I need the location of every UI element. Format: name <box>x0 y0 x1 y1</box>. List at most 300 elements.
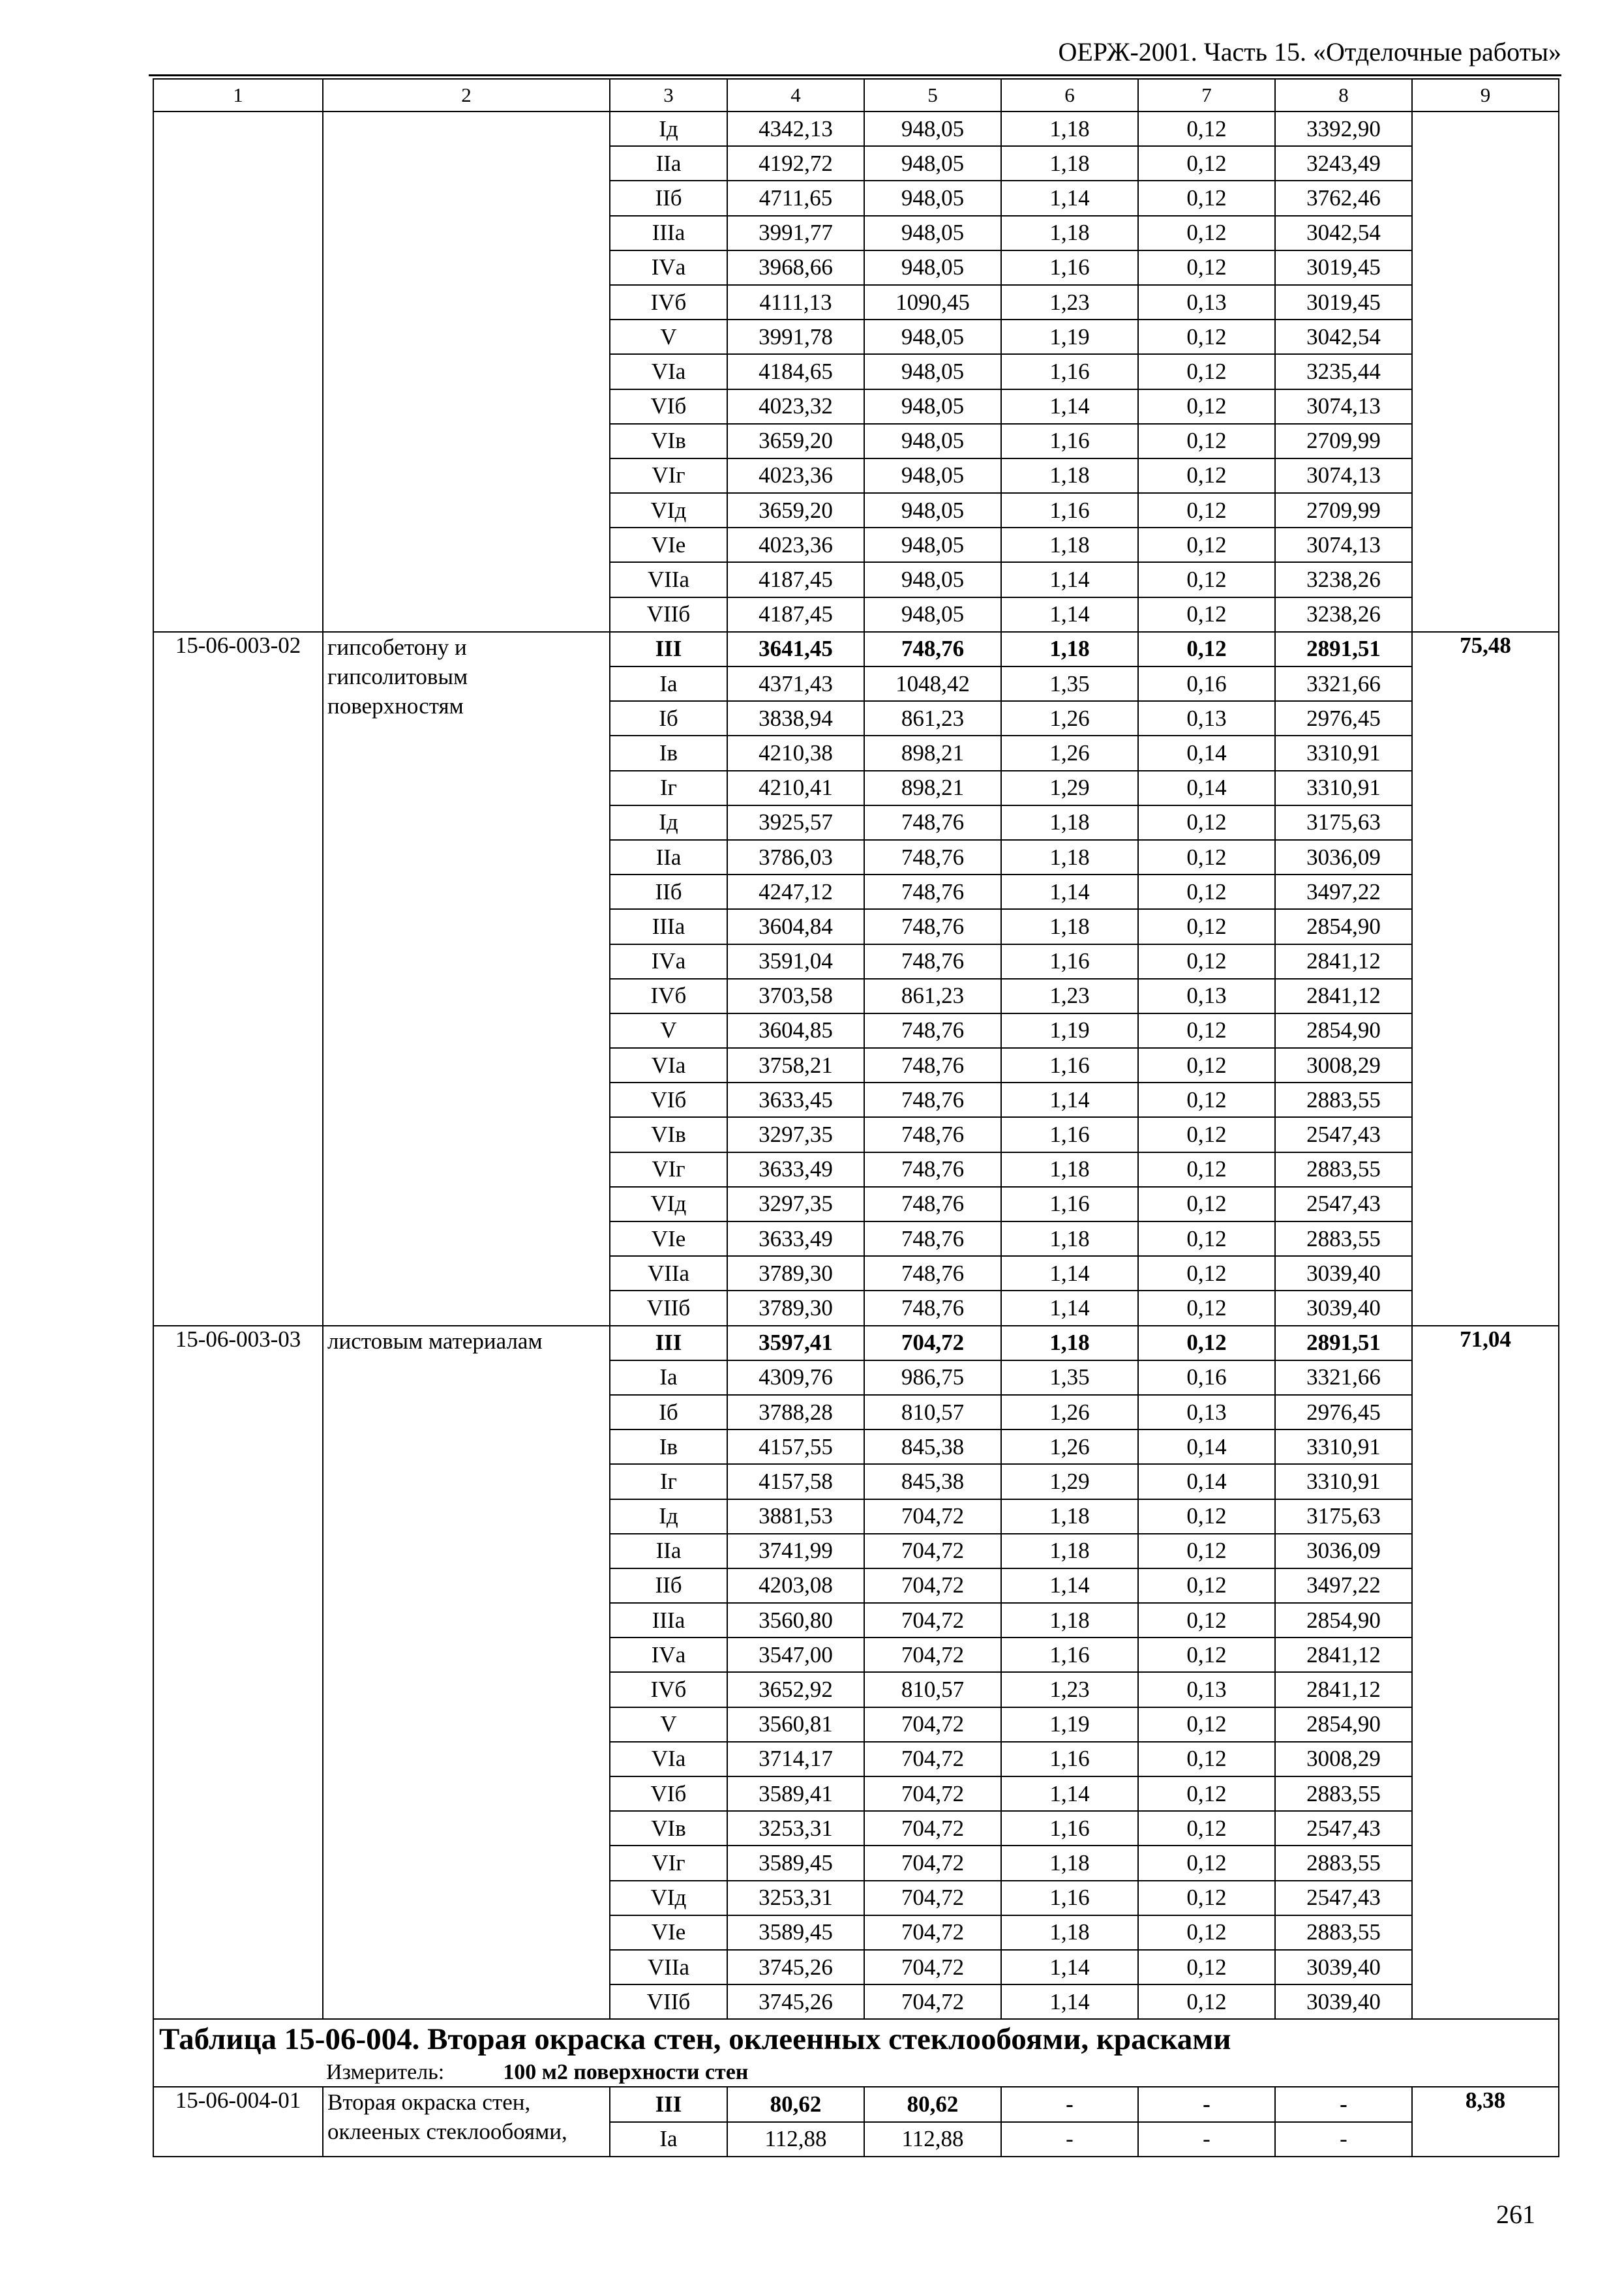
cell-col-3: Iа <box>610 1360 727 1395</box>
cell-col-7: 0,12 <box>1138 424 1275 458</box>
cell-col-7: 0,12 <box>1138 562 1275 597</box>
cell-col-7: 0,12 <box>1138 1187 1275 1221</box>
cell-col-8: 3238,26 <box>1275 562 1412 597</box>
cell-col-5: 748,76 <box>864 909 1001 944</box>
cell-col-5: 1048,42 <box>864 666 1001 701</box>
cell-col-5: 748,76 <box>864 632 1001 666</box>
cell-col-7: 0,12 <box>1138 1013 1275 1048</box>
cell-col-5: 704,72 <box>864 1984 1001 2019</box>
cell-col-4: 3591,04 <box>727 944 864 979</box>
cell-col-8: 2854,90 <box>1275 1013 1412 1048</box>
cell-col-7: 0,12 <box>1138 632 1275 666</box>
cell-col-3: VIб <box>610 389 727 424</box>
cell-col-3: Iв <box>610 1429 727 1464</box>
cell-col-3: VIе <box>610 1915 727 1950</box>
cell-col-8: 2883,55 <box>1275 1915 1412 1950</box>
cell-col-3: IVа <box>610 250 727 285</box>
cell-col-5: 704,72 <box>864 1326 1001 1360</box>
cell-col-6: 1,18 <box>1001 805 1138 840</box>
cell-col-7: 0,14 <box>1138 1429 1275 1464</box>
cell-col-3: IIа <box>610 1534 727 1568</box>
table-caption-row <box>153 2019 1559 2059</box>
cell-col-8: 3019,45 <box>1275 250 1412 285</box>
cell-col-4: 112,88 <box>727 2122 864 2157</box>
cell-col-3: IVб <box>610 979 727 1013</box>
cell-col-3: VIв <box>610 1117 727 1152</box>
cell-col-4: 4157,58 <box>727 1464 864 1499</box>
cell-col-5: 948,05 <box>864 528 1001 562</box>
cell-col-4: 3560,80 <box>727 1603 864 1638</box>
cell-col-4: 3741,99 <box>727 1534 864 1568</box>
cell-col-8: 3238,26 <box>1275 597 1412 632</box>
cell-col-3: III <box>610 632 727 666</box>
cell-col-7: 0,16 <box>1138 1360 1275 1395</box>
cell-col-3: IVа <box>610 944 727 979</box>
cell-col-5: 704,72 <box>864 1638 1001 1672</box>
cell-col-5: 748,76 <box>864 1221 1001 1256</box>
cell-col-6: 1,18 <box>1001 1534 1138 1568</box>
cell-col-4: 3789,30 <box>727 1256 864 1291</box>
cell-col-6: 1,29 <box>1001 1464 1138 1499</box>
cell-col-8: 3074,13 <box>1275 458 1412 493</box>
cell-col-6: 1,18 <box>1001 528 1138 562</box>
cell-col-6: 1,16 <box>1001 1117 1138 1152</box>
column-index-9: 9 <box>1412 79 1559 112</box>
cell-col-7: 0,12 <box>1138 528 1275 562</box>
cell-col-5: 704,72 <box>864 1568 1001 1603</box>
cell-col-7: 0,12 <box>1138 597 1275 632</box>
cell-col-8: 3039,40 <box>1275 1291 1412 1325</box>
cell-col-3: VIIа <box>610 1256 727 1291</box>
cell-col-3: VIIб <box>610 597 727 632</box>
rate-code: 15-06-003-03 <box>153 1326 323 2020</box>
cell-col-4: 4192,72 <box>727 146 864 181</box>
cell-col-4: 3652,92 <box>727 1672 864 1707</box>
cell-col-4: 3659,20 <box>727 493 864 528</box>
cell-col-4: 4023,32 <box>727 389 864 424</box>
cell-col-5: 948,05 <box>864 250 1001 285</box>
column-index-5: 5 <box>864 79 1001 112</box>
cell-col-5: 748,76 <box>864 1152 1001 1187</box>
cell-col-3: VIа <box>610 1048 727 1083</box>
cell-col-8: 2883,55 <box>1275 1776 1412 1811</box>
cell-col-3: IIа <box>610 146 727 181</box>
cell-col-3: VIв <box>610 424 727 458</box>
cell-col-4: 4184,65 <box>727 354 864 389</box>
cell-col-5: 748,76 <box>864 1117 1001 1152</box>
cell-col-4: 3253,31 <box>727 1811 864 1846</box>
cell-col-7: 0,12 <box>1138 1534 1275 1568</box>
cell-col-8: 2883,55 <box>1275 1083 1412 1117</box>
cell-col-6: 1,16 <box>1001 1638 1138 1672</box>
cell-col-5: 810,57 <box>864 1672 1001 1707</box>
cell-col-7: 0,12 <box>1138 112 1275 146</box>
cell-col-6: 1,16 <box>1001 1048 1138 1083</box>
cell-col-8: 3310,91 <box>1275 771 1412 805</box>
cell-col-6: 1,26 <box>1001 736 1138 770</box>
cell-col-8: 2709,99 <box>1275 424 1412 458</box>
cell-col-8: 3175,63 <box>1275 805 1412 840</box>
cell-col-6: 1,14 <box>1001 389 1138 424</box>
cell-col-8: 3310,91 <box>1275 1429 1412 1464</box>
cell-col-8: 3036,09 <box>1275 840 1412 875</box>
cell-col-3: IIб <box>610 181 727 215</box>
cell-col-7: 0,12 <box>1138 875 1275 909</box>
cell-col-7: 0,12 <box>1138 1811 1275 1846</box>
cell-col-3: Iд <box>610 805 727 840</box>
cell-col-4: 4342,13 <box>727 112 864 146</box>
cell-col-8: 3310,91 <box>1275 736 1412 770</box>
cell-col-6: 1,23 <box>1001 1672 1138 1707</box>
column-index-row <box>153 79 1559 112</box>
cell-col-5: 748,76 <box>864 1013 1001 1048</box>
cell-col-4: 3991,77 <box>727 216 864 250</box>
cell-col-4: 3881,53 <box>727 1499 864 1534</box>
cell-col-5: 948,05 <box>864 424 1001 458</box>
cell-col-8: 3175,63 <box>1275 1499 1412 1534</box>
cell-col-4: 3604,85 <box>727 1013 864 1048</box>
cell-col-3: III <box>610 1326 727 1360</box>
cell-col-6: 1,14 <box>1001 1984 1138 2019</box>
cell-col-5: 80,62 <box>864 2087 1001 2121</box>
cell-col-8: 2976,45 <box>1275 701 1412 736</box>
cell-col-8: - <box>1275 2122 1412 2157</box>
cell-col-6: 1,35 <box>1001 666 1138 701</box>
cell-col-8: 2976,45 <box>1275 1395 1412 1429</box>
cell-col-4: 3589,45 <box>727 1846 864 1880</box>
cell-col-6: 1,16 <box>1001 1187 1138 1221</box>
cell-col-3: IIб <box>610 1568 727 1603</box>
cell-col-6: - <box>1001 2087 1138 2121</box>
cell-col-8: 2841,12 <box>1275 944 1412 979</box>
cell-col-4: 3589,45 <box>727 1915 864 1950</box>
cell-col-7: 0,12 <box>1138 1881 1275 1915</box>
cell-col-6: 1,18 <box>1001 1326 1138 1360</box>
cell-col-3: VIб <box>610 1083 727 1117</box>
cell-col-7: - <box>1138 2122 1275 2157</box>
cell-col-8: 2709,99 <box>1275 493 1412 528</box>
cell-col-5: 1090,45 <box>864 285 1001 320</box>
cell-col-4: 3789,30 <box>727 1291 864 1325</box>
cell-col-3: V <box>610 320 727 354</box>
cell-col-4: 4023,36 <box>727 458 864 493</box>
cell-col-4: 3968,66 <box>727 250 864 285</box>
cell-col-3: Iб <box>610 701 727 736</box>
cell-col-8: 2547,43 <box>1275 1187 1412 1221</box>
cell-col-8: 3019,45 <box>1275 285 1412 320</box>
cell-col-6: 1,14 <box>1001 1950 1138 1984</box>
cell-col-3: III <box>610 2087 727 2121</box>
cell-col-7: 0,13 <box>1138 701 1275 736</box>
cell-col-4: 3786,03 <box>727 840 864 875</box>
header-rule <box>149 74 1561 76</box>
cell-col-4: 3745,26 <box>727 1950 864 1984</box>
table-row <box>153 1326 1559 1360</box>
cell-col-6: 1,14 <box>1001 597 1138 632</box>
cell-col-6: 1,19 <box>1001 1013 1138 1048</box>
labor-total <box>1412 112 1559 632</box>
cell-col-5: 948,05 <box>864 112 1001 146</box>
cell-col-3: VIIа <box>610 1950 727 1984</box>
cell-col-5: 704,72 <box>864 1499 1001 1534</box>
cell-col-5: 704,72 <box>864 1534 1001 1568</box>
cell-col-3: VIе <box>610 1221 727 1256</box>
cell-col-4: 4187,45 <box>727 562 864 597</box>
cell-col-8: 3392,90 <box>1275 112 1412 146</box>
cell-col-5: 704,72 <box>864 1707 1001 1742</box>
cell-col-8: 2891,51 <box>1275 632 1412 666</box>
cell-col-8: 2547,43 <box>1275 1811 1412 1846</box>
cell-col-6: 1,18 <box>1001 1499 1138 1534</box>
cell-col-5: 748,76 <box>864 1048 1001 1083</box>
cell-col-4: 4371,43 <box>727 666 864 701</box>
cell-col-3: Iг <box>610 1464 727 1499</box>
cell-col-3: IIIа <box>610 1603 727 1638</box>
cell-col-4: 3633,49 <box>727 1221 864 1256</box>
cell-col-5: 986,75 <box>864 1360 1001 1395</box>
cell-col-4: 4157,55 <box>727 1429 864 1464</box>
cell-col-6: 1,18 <box>1001 1603 1138 1638</box>
column-index-6: 6 <box>1001 79 1138 112</box>
cell-col-3: IIа <box>610 840 727 875</box>
cell-col-6: 1,16 <box>1001 250 1138 285</box>
column-index-4: 4 <box>727 79 864 112</box>
cell-col-5: 948,05 <box>864 181 1001 215</box>
cell-col-5: 948,05 <box>864 354 1001 389</box>
cell-col-7: 0,12 <box>1138 216 1275 250</box>
cell-col-3: VIд <box>610 1881 727 1915</box>
cell-col-5: 948,05 <box>864 389 1001 424</box>
cell-col-7: 0,12 <box>1138 354 1275 389</box>
cell-col-4: 4210,41 <box>727 771 864 805</box>
work-name: Вторая окраска стен, оклееных стеклообоями, <box>323 2087 610 2156</box>
cell-col-7: 0,12 <box>1138 1152 1275 1187</box>
labor-total: 8,38 <box>1412 2087 1559 2156</box>
cell-col-4: 3745,26 <box>727 1984 864 2019</box>
cell-col-5: 704,72 <box>864 1915 1001 1950</box>
cell-col-7: 0,12 <box>1138 1221 1275 1256</box>
cell-col-6: 1,23 <box>1001 285 1138 320</box>
cell-col-5: 898,21 <box>864 736 1001 770</box>
work-name <box>323 112 610 632</box>
cell-col-8: 2841,12 <box>1275 1638 1412 1672</box>
table-caption: Таблица 15-06-004. Вторая окраска стен, оклеенных стеклообоями, красками <box>153 2019 1559 2059</box>
cell-col-8: 3243,49 <box>1275 146 1412 181</box>
page-number: 261 <box>1496 2200 1535 2229</box>
cell-col-4: 3659,20 <box>727 424 864 458</box>
cell-col-3: VIг <box>610 1152 727 1187</box>
cell-col-6: 1,14 <box>1001 1291 1138 1325</box>
cell-col-8: 3074,13 <box>1275 528 1412 562</box>
labor-total: 75,48 <box>1412 632 1559 1326</box>
cell-col-4: 3758,21 <box>727 1048 864 1083</box>
cell-col-6: 1,18 <box>1001 146 1138 181</box>
cell-col-8: 3042,54 <box>1275 320 1412 354</box>
cell-col-6: 1,18 <box>1001 840 1138 875</box>
cell-col-7: 0,12 <box>1138 1915 1275 1950</box>
column-index-3: 3 <box>610 79 727 112</box>
cell-col-8: 2854,90 <box>1275 909 1412 944</box>
cell-col-3: VIг <box>610 458 727 493</box>
cell-col-4: 3597,41 <box>727 1326 864 1360</box>
cell-col-5: 704,72 <box>864 1846 1001 1880</box>
cell-col-7: 0,12 <box>1138 1742 1275 1776</box>
cell-col-7: 0,12 <box>1138 1603 1275 1638</box>
cell-col-7: 0,12 <box>1138 320 1275 354</box>
cell-col-7: 0,14 <box>1138 771 1275 805</box>
cell-col-5: 704,72 <box>864 1776 1001 1811</box>
cell-col-6: 1,14 <box>1001 875 1138 909</box>
cell-col-8: 3008,29 <box>1275 1048 1412 1083</box>
cell-col-8: 3008,29 <box>1275 1742 1412 1776</box>
cell-col-3: Iд <box>610 1499 727 1534</box>
cell-col-7: 0,12 <box>1138 1117 1275 1152</box>
cell-col-7: 0,12 <box>1138 458 1275 493</box>
cell-col-7: 0,14 <box>1138 736 1275 770</box>
cell-col-6: 1,14 <box>1001 181 1138 215</box>
cell-col-6: 1,14 <box>1001 1083 1138 1117</box>
cell-col-6: 1,18 <box>1001 1846 1138 1880</box>
cell-col-8: 2883,55 <box>1275 1221 1412 1256</box>
table-row <box>153 2087 1559 2121</box>
cell-col-7: 0,12 <box>1138 1048 1275 1083</box>
cell-col-4: 4309,76 <box>727 1360 864 1395</box>
column-index-8: 8 <box>1275 79 1412 112</box>
cell-col-4: 3991,78 <box>727 320 864 354</box>
cell-col-8: 3497,22 <box>1275 875 1412 909</box>
cell-col-5: 748,76 <box>864 875 1001 909</box>
cell-col-5: 898,21 <box>864 771 1001 805</box>
cell-col-6: 1,14 <box>1001 562 1138 597</box>
cell-col-5: 948,05 <box>864 597 1001 632</box>
cell-col-5: 112,88 <box>864 2122 1001 2157</box>
cell-col-3: IIIа <box>610 216 727 250</box>
cell-col-5: 704,72 <box>864 1603 1001 1638</box>
cell-col-4: 4203,08 <box>727 1568 864 1603</box>
cell-col-3: IVб <box>610 285 727 320</box>
cell-col-4: 3253,31 <box>727 1881 864 1915</box>
cell-col-4: 3633,49 <box>727 1152 864 1187</box>
cell-col-3: IVб <box>610 1672 727 1707</box>
cell-col-4: 4111,13 <box>727 285 864 320</box>
cell-col-7: 0,16 <box>1138 666 1275 701</box>
column-index-1: 1 <box>153 79 323 112</box>
cell-col-6: 1,18 <box>1001 909 1138 944</box>
cell-col-4: 3633,45 <box>727 1083 864 1117</box>
cell-col-4: 3714,17 <box>727 1742 864 1776</box>
column-index-7: 7 <box>1138 79 1275 112</box>
cell-col-8: 2841,12 <box>1275 1672 1412 1707</box>
cell-col-3: Iа <box>610 2122 727 2157</box>
cell-col-5: 948,05 <box>864 493 1001 528</box>
labor-total: 71,04 <box>1412 1326 1559 2020</box>
cell-col-7: 0,12 <box>1138 1326 1275 1360</box>
cell-col-3: VIд <box>610 1187 727 1221</box>
cell-col-5: 748,76 <box>864 1187 1001 1221</box>
cell-col-5: 704,72 <box>864 1811 1001 1846</box>
cell-col-6: 1,26 <box>1001 701 1138 736</box>
running-header: ОЕРЖ-2001. Часть 15. «Отделочные работы» <box>1058 37 1561 67</box>
cell-col-4: 3703,58 <box>727 979 864 1013</box>
cell-col-3: Iг <box>610 771 727 805</box>
cell-col-8: 2841,12 <box>1275 979 1412 1013</box>
cell-col-4: 3297,35 <box>727 1187 864 1221</box>
rate-code: 15-06-004-01 <box>153 2087 323 2156</box>
cell-col-8: 2854,90 <box>1275 1603 1412 1638</box>
cell-col-5: 948,05 <box>864 458 1001 493</box>
cell-col-4: 4187,45 <box>727 597 864 632</box>
cell-col-5: 810,57 <box>864 1395 1001 1429</box>
cell-col-4: 3297,35 <box>727 1117 864 1152</box>
table-row <box>153 112 1559 146</box>
cell-col-3: VIд <box>610 493 727 528</box>
cell-col-6: 1,19 <box>1001 1707 1138 1742</box>
cell-col-7: 0,13 <box>1138 1672 1275 1707</box>
cell-col-3: VIIб <box>610 1291 727 1325</box>
measure-row <box>153 2059 1559 2087</box>
cell-col-5: 845,38 <box>864 1464 1001 1499</box>
measure-label: Измеритель: <box>326 2060 445 2085</box>
cell-col-6: 1,29 <box>1001 771 1138 805</box>
cell-col-7: 0,12 <box>1138 181 1275 215</box>
cell-col-7: 0,14 <box>1138 1464 1275 1499</box>
cell-col-4: 3925,57 <box>727 805 864 840</box>
cell-col-7: 0,12 <box>1138 944 1275 979</box>
cell-col-8: 3074,13 <box>1275 389 1412 424</box>
cell-col-6: 1,18 <box>1001 1221 1138 1256</box>
cell-col-5: 748,76 <box>864 1083 1001 1117</box>
cell-col-6: 1,16 <box>1001 354 1138 389</box>
cell-col-6: 1,23 <box>1001 979 1138 1013</box>
cell-col-8: 3310,91 <box>1275 1464 1412 1499</box>
cell-col-3: V <box>610 1707 727 1742</box>
cell-col-5: 861,23 <box>864 701 1001 736</box>
cell-col-7: 0,12 <box>1138 1776 1275 1811</box>
cell-col-7: 0,12 <box>1138 1707 1275 1742</box>
table-row <box>153 632 1559 666</box>
cell-col-4: 4023,36 <box>727 528 864 562</box>
cell-col-3: IVа <box>610 1638 727 1672</box>
cell-col-4: 4711,65 <box>727 181 864 215</box>
work-name: листовым материалам <box>323 1326 610 2020</box>
cell-col-8: 3762,46 <box>1275 181 1412 215</box>
cell-col-4: 3604,84 <box>727 909 864 944</box>
cell-col-7: 0,13 <box>1138 1395 1275 1429</box>
cell-col-7: 0,12 <box>1138 146 1275 181</box>
cell-col-8: 2883,55 <box>1275 1846 1412 1880</box>
cell-col-8: 2891,51 <box>1275 1326 1412 1360</box>
cell-col-7: 0,12 <box>1138 840 1275 875</box>
cell-col-8: 2547,43 <box>1275 1117 1412 1152</box>
cell-col-6: 1,18 <box>1001 112 1138 146</box>
cell-col-6: 1,18 <box>1001 216 1138 250</box>
cell-col-6: 1,14 <box>1001 1568 1138 1603</box>
cell-col-3: VIб <box>610 1776 727 1811</box>
cell-col-6: 1,35 <box>1001 1360 1138 1395</box>
cell-col-6: 1,16 <box>1001 944 1138 979</box>
cell-col-4: 4247,12 <box>727 875 864 909</box>
cell-col-6: 1,18 <box>1001 1152 1138 1187</box>
cell-col-6: 1,14 <box>1001 1776 1138 1811</box>
cell-col-7: 0,12 <box>1138 1950 1275 1984</box>
cell-col-6: - <box>1001 2122 1138 2157</box>
cell-col-5: 748,76 <box>864 1291 1001 1325</box>
cell-col-7: 0,12 <box>1138 1499 1275 1534</box>
cell-col-3: IIIа <box>610 909 727 944</box>
cell-col-5: 704,72 <box>864 1950 1001 1984</box>
cell-col-3: IIб <box>610 875 727 909</box>
cell-col-3: Iв <box>610 736 727 770</box>
